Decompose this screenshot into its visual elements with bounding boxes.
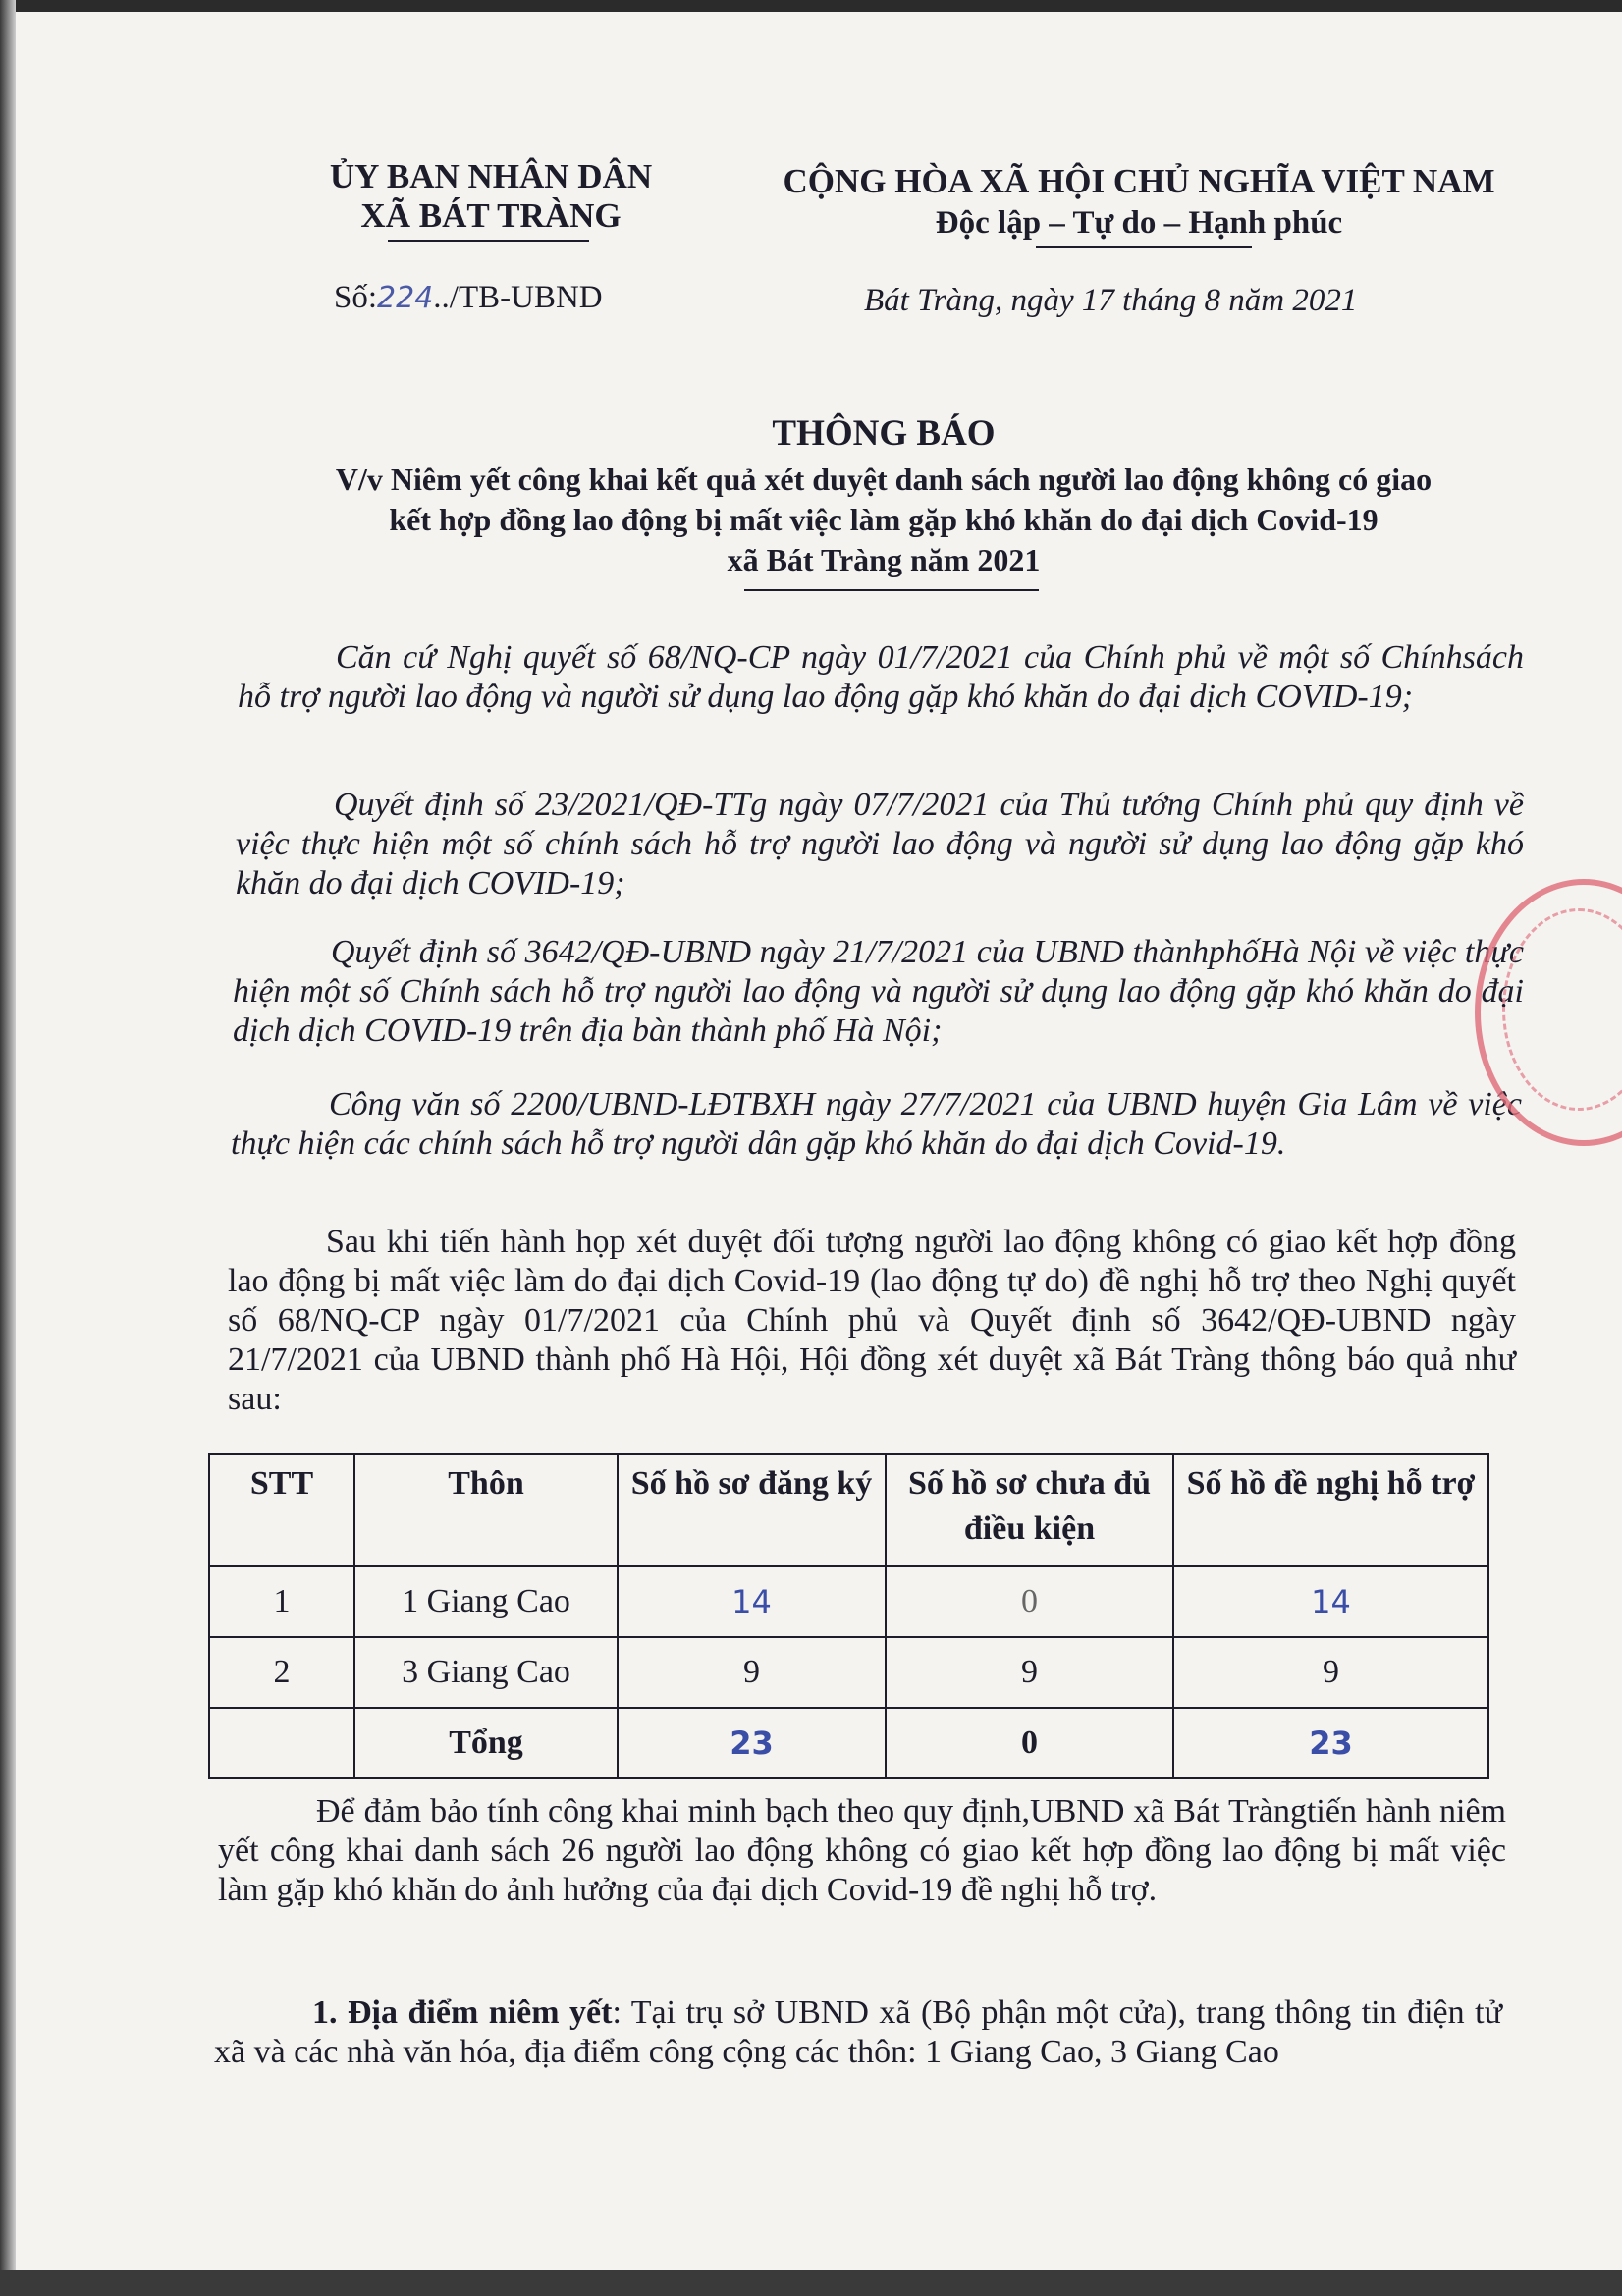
org-underline (388, 240, 589, 242)
document-subject (245, 460, 1522, 580)
cell-total-label: Tổng (354, 1708, 618, 1778)
table-total-row (209, 1708, 1488, 1778)
subject-underline (744, 589, 1039, 591)
cell-village: 1 Giang Cao (354, 1566, 618, 1637)
cell-proposed: 14 (1173, 1566, 1488, 1637)
legal-basis-1: Căn cứ Nghị quyết số 68/NQ-CP ngày 01/7/2021 của Chính phủ về một số Chínhsách hỗ trợ người lao động và người sử dụng lao động gặp khó khăn do đại dịch COVID-19; (238, 639, 1524, 715)
cell-village: 3 Giang Cao (354, 1637, 618, 1708)
cell-total-ineligible: 0 (886, 1708, 1173, 1778)
closing-paragraph: Để đảm bảo tính công khai minh bạch theo quy định,UBND xã Bát Tràngtiến hành niêm yết công khai danh sách 26 người lao động không có giao kết hợp đồng lao động bị mất việc làm gặp khó khăn do ảnh hưởng của đại dịch Covid-19 đề nghị hỗ trợ. (218, 1793, 1506, 1908)
cell-total-stt (209, 1708, 354, 1778)
cell-registered: 9 (618, 1637, 886, 1708)
cell-ineligible: 9 (886, 1637, 1173, 1708)
results-table (208, 1453, 1489, 1779)
document-title: THÔNG BÁO (772, 413, 996, 454)
doc-no-suffix: ../TB-UBND (433, 280, 603, 315)
cell-proposed: 9 (1173, 1637, 1488, 1708)
issuing-organization (304, 157, 677, 236)
cell-stt: 1 (209, 1566, 354, 1637)
national-heading (756, 161, 1522, 244)
section-1-posting-location (214, 1994, 1502, 2072)
nation-underline (1036, 246, 1252, 248)
table-row (209, 1566, 1488, 1637)
nation-line-1: CỘNG HÒA XÃ HỘI CHỦ NGHĨA VIỆT NAM (783, 162, 1495, 200)
nation-line-2: Độc lập – Tự do – Hạnh phúc (935, 205, 1343, 241)
col-header-registered: Số hồ sơ đăng ký (618, 1454, 886, 1566)
legal-basis-2: Quyết định số 23/2021/QĐ-TTg ngày 07/7/2021 của Thủ tướng Chính phủ quy định về việc thực hiện một số chính sách hỗ trợ người lao động và người sử dụng lao động gặp khó khăn do đại dịch COVID-19; (236, 787, 1524, 902)
cell-total-proposed: 23 (1173, 1708, 1488, 1778)
cell-stt: 2 (209, 1637, 354, 1708)
col-header-proposed: Số hồ đề nghị hỗ trợ (1173, 1454, 1488, 1566)
cell-registered: 14 (618, 1566, 886, 1637)
table-row (209, 1637, 1488, 1708)
document-number (334, 280, 603, 316)
doc-no-handwritten: 224 (377, 281, 434, 315)
org-line-1: ỦY BAN NHÂN DÂN (329, 157, 653, 195)
legal-basis-3: Quyết định số 3642/QĐ-UBND ngày 21/7/2021 của UBND thànhphốHà Nội về việc thực hiện một số Chính sách hỗ trợ người lao động và người sử dụng lao động gặp khó khăn do đại dịch dịch COVID-19 trên địa bàn thành phố Hà Nội; (233, 934, 1524, 1049)
cell-ineligible: 0 (886, 1566, 1173, 1637)
col-header-stt: STT (209, 1454, 354, 1566)
intro-paragraph: Sau khi tiến hành họp xét duyệt đối tượng người lao động không có giao kết hợp đồng lao động bị mất việc làm do đại dịch Covid-19 (lao động tự do) đề nghị hỗ trợ theo Nghị quyết số 68/NQ-CP ngày 01/7/2021 của Chính phủ và Quyết định số 3642/QĐ-UBND ngày 21/7/2021 của UBND thành phố Hà Hội, Hội đồng xét duyệt xã Bát Tràng thông báo quả như sau: (228, 1224, 1516, 1417)
section-1-label: 1. Địa điểm niêm yết (312, 1995, 613, 2031)
doc-no-prefix: Số: (334, 280, 378, 315)
place-date: Bát Tràng, ngày 17 tháng 8 năm 2021 (864, 283, 1358, 318)
col-header-ineligible: Số hồ sơ chưa đủ điều kiện (886, 1454, 1173, 1566)
subject-line-2: kết hợp đồng lao động bị mất việc làm gặp khó khăn do đại dịch Covid-19 (389, 502, 1379, 537)
legal-basis-4: Công văn số 2200/UBND-LĐTBXH ngày 27/7/2021 của UBND huyện Gia Lâm về việc thực hiện các chính sách hỗ trợ người dân gặp khó khăn do đại dịch Covid-19. (231, 1086, 1522, 1162)
section-1-text: : Tại trụ sở UBND xã (Bộ phận một cửa), trang thông tin điện tử xã và các nhà văn hóa, địa điểm công cộng các thôn: 1 Giang Cao, 3 Giang Cao (214, 1995, 1503, 2070)
org-line-2: XÃ BÁT TRÀNG (360, 196, 622, 235)
col-header-village: Thôn (354, 1454, 618, 1566)
table-header-row (209, 1454, 1488, 1566)
cell-total-registered: 23 (618, 1708, 886, 1778)
subject-line-3: xã Bát Tràng năm 2021 (727, 542, 1041, 577)
subject-line-1: V/v Niêm yết công khai kết quả xét duyệt danh sách người lao động không có giao (335, 462, 1433, 497)
